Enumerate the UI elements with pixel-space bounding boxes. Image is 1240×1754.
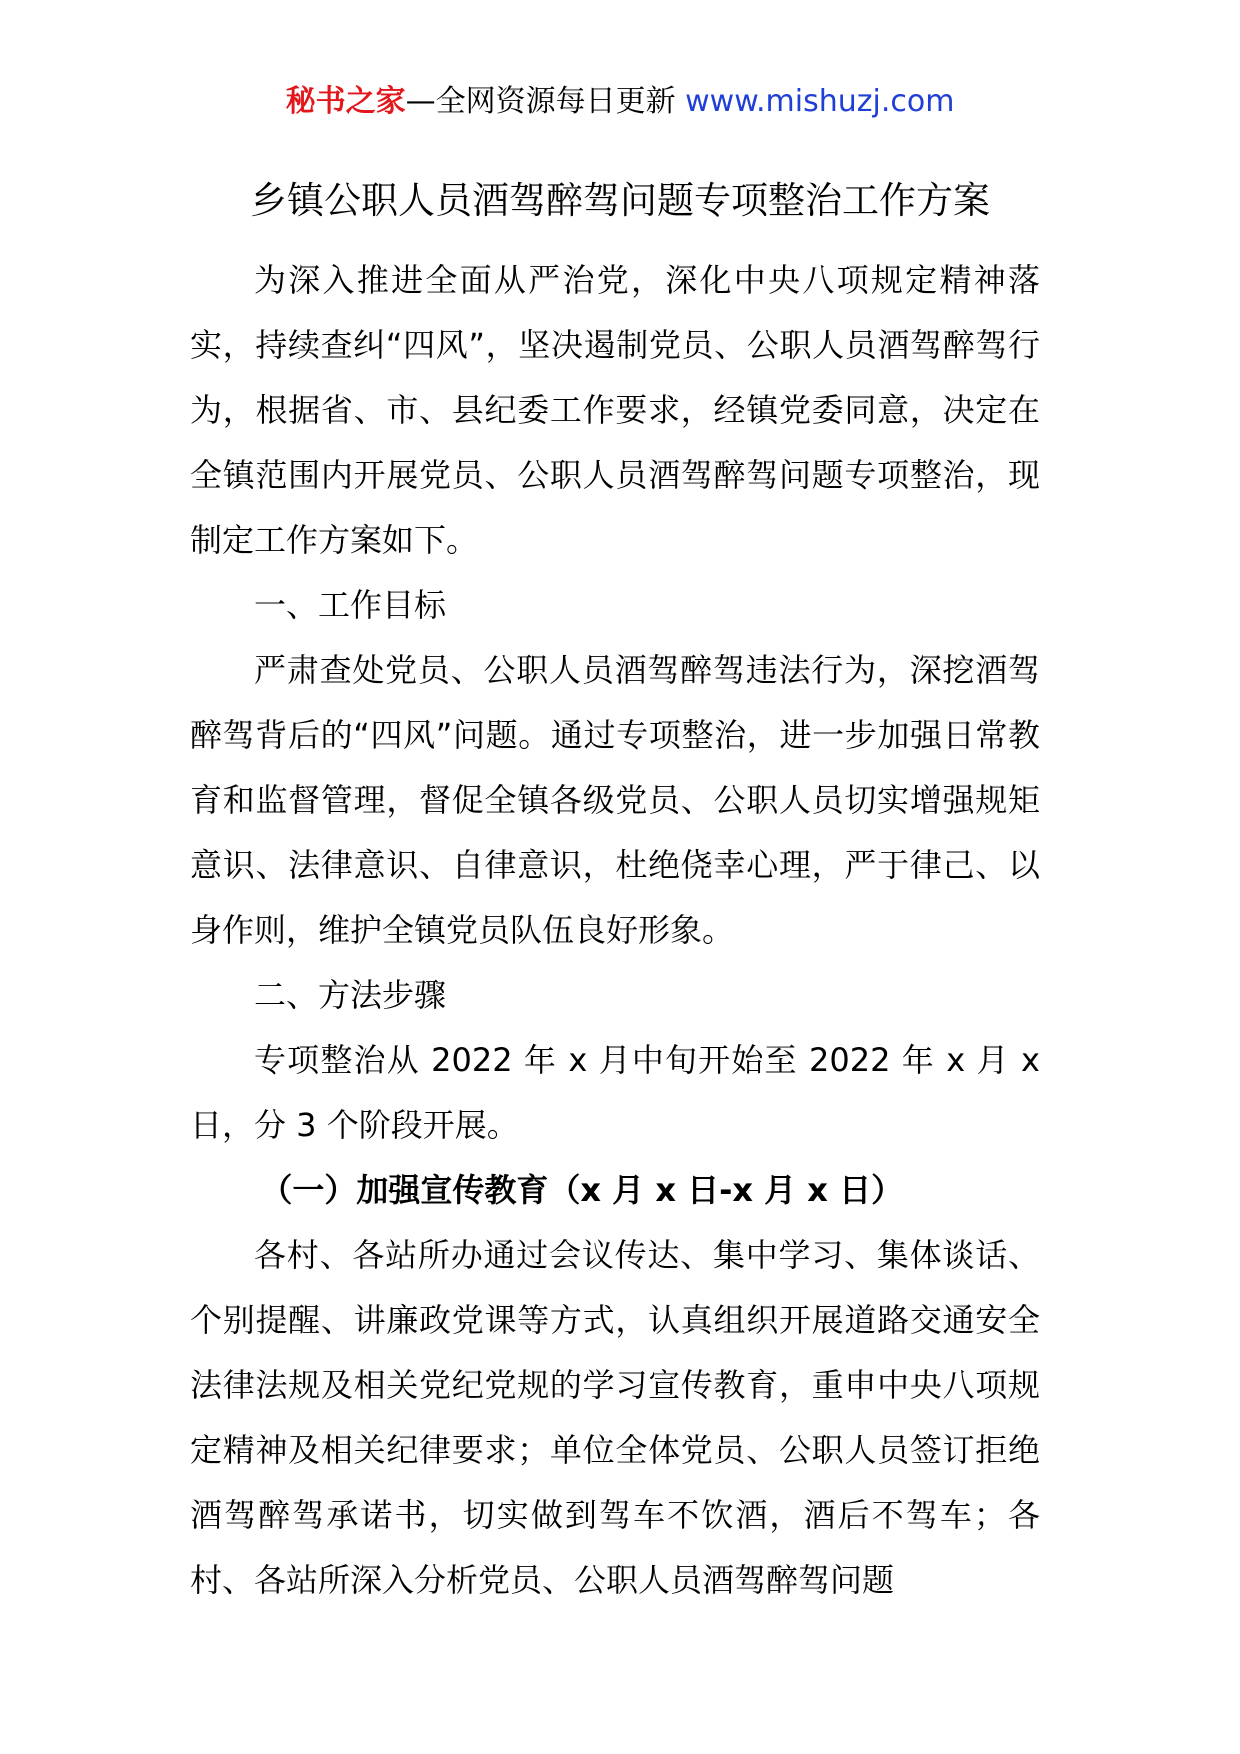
intro-paragraph: 为深入推进全面从严治党，深化中央八项规定精神落实，持续查纠“四风”，坚决遏制党员、公职人员酒驾醉驾行为，根据省、市、县纪委工作要求，经镇党委同意，决定在全镇范围内开展党员、公职人员酒驾醉驾问题专项整治，现制定工作方案如下。 — [190, 261, 1040, 559]
goals-paragraph: 严肃查处党员、公职人员酒驾醉驾违法行为，深挖酒驾醉驾背后的“四风”问题。通过专项整治，进一步加强日常教育和监督管理，督促全镇各级党员、公职人员切实增强规矩意识、法律意识、自律意识，杜绝侥幸心理，严于律己、以身作则，维护全镇党员队伍良好形象。 — [190, 651, 1040, 949]
document-title: 乡镇公职人员酒驾醉驾问题专项整治工作方案 — [250, 179, 990, 222]
site-header — [0, 82, 1240, 122]
section-heading-goals: 一、工作目标 — [254, 586, 447, 624]
site-url-link[interactable]: www.mishuzj.com — [685, 84, 955, 119]
document-body — [190, 248, 1040, 1613]
subsection-heading-education: （一）加强宣传教育（x 月 x 日-x 月 x 日） — [260, 1171, 904, 1209]
site-slogan: —全网资源每日更新 — [405, 84, 686, 119]
section-heading-steps: 二、方法步骤 — [254, 976, 447, 1014]
education-paragraph: 各村、各站所办通过会议传达、集中学习、集体谈话、个别提醒、讲廉政党课等方式，认真组织开展道路交通安全法律法规及相关党纪党规的学习宣传教育，重申中央八项规定精神及相关纪律要求；单位全体党员、公职人员签订拒绝酒驾醉驾承诺书，切实做到驾车不饮酒，酒后不驾车；各村、各站所深入分析党员、公职人员酒驾醉驾问题 — [190, 1236, 1040, 1599]
steps-paragraph: 专项整治从 2022 年 x 月中旬开始至 2022 年 x 月 x 日，分 3 个阶段开展。 — [190, 1041, 1040, 1144]
site-brand: 秘书之家 — [285, 84, 406, 119]
